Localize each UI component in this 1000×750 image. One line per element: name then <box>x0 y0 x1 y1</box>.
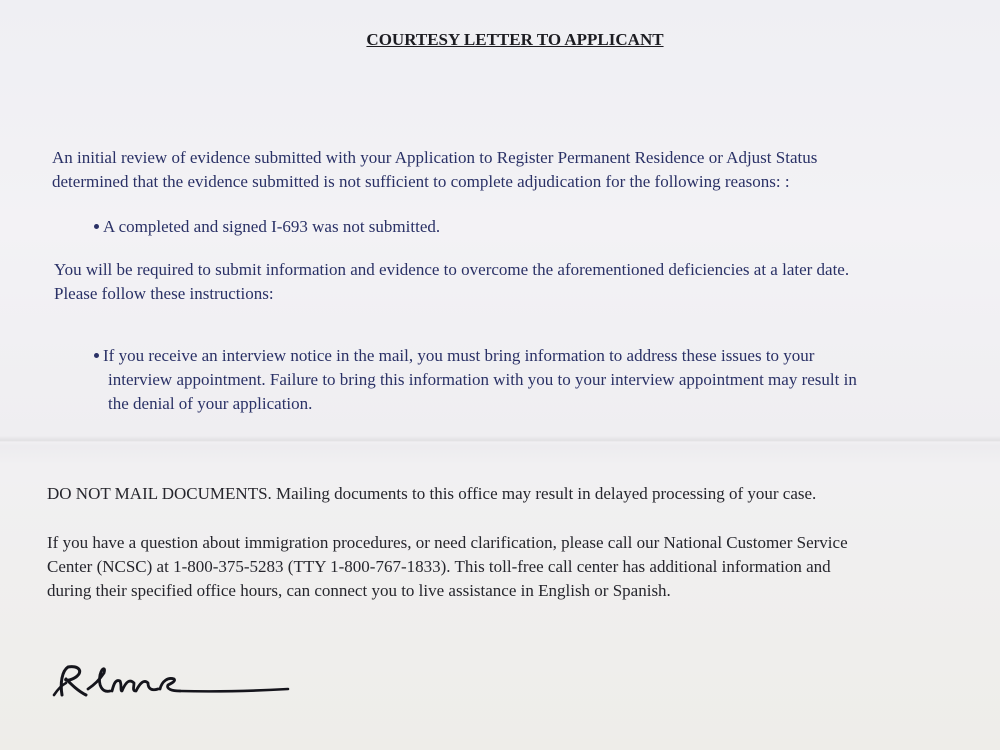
requirement-line-2: Please follow these instructions: <box>54 284 274 303</box>
instruction-bullet <box>94 344 857 416</box>
intro-line-2: determined that the evidence submitted is not sufficient to complete adjudication for the following reasons: : <box>52 172 790 191</box>
requirement-line-1: You will be required to submit information and evidence to overcome the aforementioned deficiencies at a later date. <box>54 260 850 279</box>
paper-fold <box>0 436 1000 446</box>
do-not-mail-notice: DO NOT MAIL DOCUMENTS. Mailing documents to this office may result in delayed processing of your case. <box>47 484 817 503</box>
intro-line-1: An initial review of evidence submitted with your Application to Register Permanent Residence or Adjust Status <box>52 148 818 167</box>
instruction-line-3: the denial of your application. <box>108 394 313 413</box>
instruction-text-1: If you receive an interview notice in the mail, you must bring information to address these issues to your <box>103 346 815 365</box>
instruction-line-1 <box>94 344 857 368</box>
reason-text: A completed and signed I-693 was not submitted. <box>103 217 441 236</box>
bullet-icon <box>94 353 99 358</box>
contact-line-2: Center (NCSC) at 1-800-375-5283 (TTY 1-800-767-1833). This toll-free call center has additional information and <box>47 557 831 576</box>
contact-line-1: If you have a question about immigration procedures, or need clarification, please call our National Customer Service <box>47 533 848 552</box>
letter-title: COURTESY LETTER TO APPLICANT <box>366 30 664 49</box>
signature-icon <box>48 655 293 710</box>
reason-bullet <box>94 215 440 239</box>
requirement-paragraph <box>54 258 849 306</box>
instruction-line-2: interview appointment. Failure to bring this information with you to your interview appointment may result in <box>108 370 857 389</box>
intro-paragraph <box>52 146 817 194</box>
bullet-icon <box>94 224 99 229</box>
contact-paragraph <box>47 531 848 603</box>
contact-line-3: during their specified office hours, can connect you to live assistance in English or Spanish. <box>47 581 671 600</box>
